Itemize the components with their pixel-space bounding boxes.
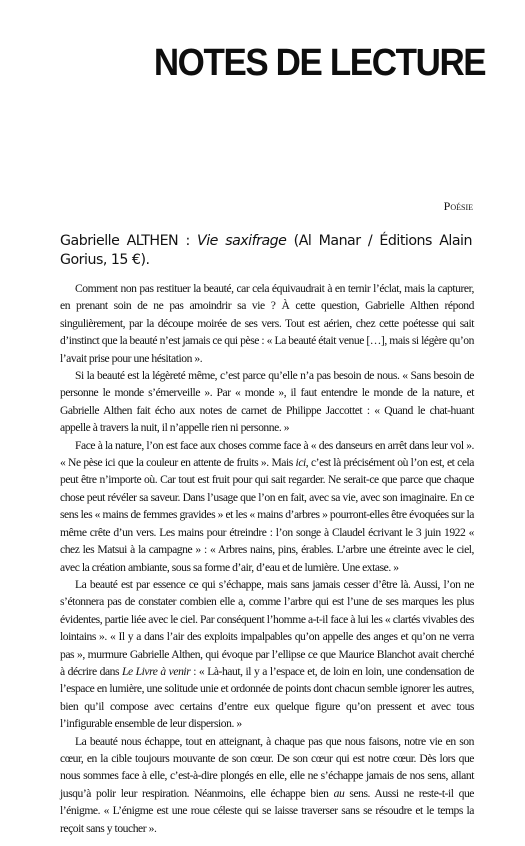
paragraph-5-text-a: La beauté nous échappe, tout en atteignant, à chaque pas que nous faisons, notre vie en son cœur, en la cible toujours mouvante de son cœur. De son cœur qui est notre cœur. Dès lors que nous sommes face à elle, c’est-à-dire plongés en elle, elle ne s’échappe jamais de nos sens, allant jusqu’à polir leur respiration. Néanmoins, elle échappe bien: [60, 734, 474, 800]
paragraph-4-text-b: : « Là-haut, il y a l’espace et, de loin en loin, une condensation de l’espace en lumière, une solitude unie et ordonnée de points dont chacun semble ignorer les autres, bien qu’il compose avec certains d’entre eux quelque figure qu’on pressent et avec tous l’infigurable ensemble de leur dispersion. »: [60, 664, 474, 731]
paragraph-4: [60, 576, 474, 733]
paragraph-4-text-a: La beauté est par essence ce qui s’échappe, mais sans jamais cesser d’être là. Aussi, l’on ne s’étonnera pas de constater combien elle a, comme l’arbre qui est l’une de ses marques les plus évidentes, partie liée avec le ciel. Par conséquent l’homme a-t-il face à lui les « clartés vivables des lointains ». « Il y a dans l’air des exploits impalpables qu’on appelle des anges et qu’on ne verra pas », murmure Gabrielle Althen, qui évoque par l’ellipse ce que Maurice Blanchot avait cherché à décrire dans: [60, 577, 474, 678]
publication-info: (Al Manar / Éditions Alain Gorius, 15 €).: [60, 233, 472, 268]
masthead-title: NOTES DE LECTURE: [153, 42, 485, 84]
emphasis-ici: ici: [295, 456, 306, 470]
section-label: Poésie: [443, 199, 473, 213]
work-title: Vie saxifrage: [197, 233, 287, 249]
paragraph-3: [60, 437, 474, 576]
paragraph-3-text-a: Face à la nature, l’on est face aux choses comme face à « des danseurs en arrêt dans leur vol ». « Ne pèse ici que la couleur en attente de fruits ». Mais: [60, 438, 474, 470]
review-heading: [60, 232, 472, 270]
author-name: Gabrielle ALTHEN: [60, 233, 179, 249]
paragraph-5-text-b: sens. Aussi ne reste-t-il que l’énigme. « L’énigme est une roue céleste qui se laisse traverser sans se résoudre et le temps la reçoit sans y toucher ».: [60, 786, 474, 835]
review-body: [60, 280, 474, 837]
paragraph-3-text-b: , c’est là précisément où l’on est, et cela peut être n’importe où. Car tout est fruit pour qui sait regarder. Ne serait-ce que parce que chaque chose peut révéler sa saveur. Dans l’usage que l’on en fait, avec sa vie, avec son imaginaire. En ce sens les « mains de femmes gravides » et les « mains d’arbres » pourront-elles être évoquées sur la même crête d’un vers. Les mains pour étreindre : l’on songe à Claudel écrivant le 3 juin 1922 « chez les Matsui à la campagne » : « Arbres nains, pins, érables. L’arbre une étreinte avec le ciel, avec la création ambiante, sous sa forme d’air, d’eau et de lumière. Une extase. »: [60, 456, 474, 574]
emphasis-au: au: [333, 786, 345, 800]
paragraph-1: Comment non pas restituer la beauté, car cela équivaudrait à en ternir l’éclat, mais la capturer, en prenant soin de ne pas amoindrir sa vie ? À cette question, Gabrielle Althen répond singulièrement, par la découpe moirée de ses vers. Tout est aérien, chez cette poétesse qui sait d’instinct que la beauté n’est jamais ce qui pèse : « La beauté était venue […], mais si légère qu’on l’avait prise pour une hésitation ».: [60, 282, 474, 365]
heading-separator: :: [178, 233, 198, 249]
book-title: Le Livre à venir: [122, 664, 191, 678]
paragraph-5: [60, 733, 474, 837]
paragraph-2: Si la beauté est la légèreté même, c’est parce qu’elle n’a pas besoin de nous. « Sans besoin de personne le monde s’émerveille ». Par « monde », il faut entendre le monde de la nature, et Gabrielle Althen fait écho aux notes de carnet de Philippe Jaccottet : « Quand le chat-huant appelle à travers la nuit, il n’appelle rien ni personne. »: [60, 369, 474, 435]
